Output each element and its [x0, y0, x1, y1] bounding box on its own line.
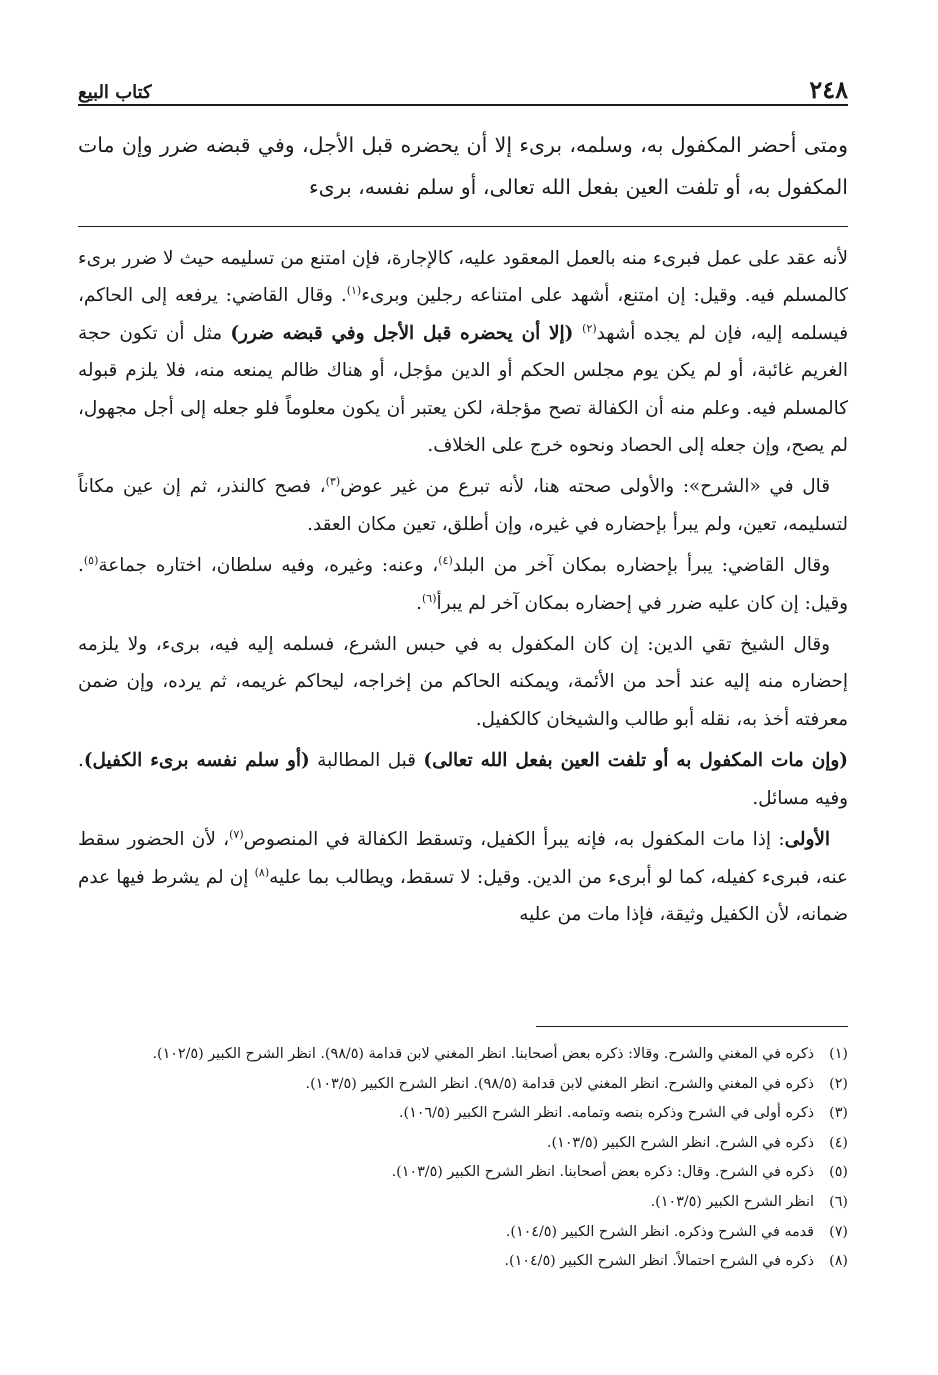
footnote-ref-2[interactable]: (٢): [582, 321, 597, 335]
matn-divider: [78, 226, 848, 227]
footnote-number: (٨): [829, 1253, 848, 1270]
text-run: . وفيه مسائل.: [78, 750, 848, 809]
text-run: ، وعنه: وغيره، وفيه سلطان، اختاره جماعة: [98, 555, 439, 577]
footnote-text: ذكره في المغني والشرح. وقالا: ذكره بعض أصحابنا. انظر المغني لابن قدامة (٩٨/٥). انظر الشرح الكبير (١٠٢/٥).: [152, 1046, 814, 1062]
footnote-item: [78, 1158, 848, 1188]
footnote-number: (٤): [829, 1134, 848, 1151]
text-run: ، لأن الحضور سقط عنه، فبرىء كفيله، كما لو أبرىء من الدين. وقيل: لا تسقط، ويطالب بما عليه: [78, 829, 848, 888]
commentary-paragraph-4: [78, 626, 848, 738]
footnote-item: [78, 1070, 848, 1100]
text-run: إن لم يشرط فيها عدم ضمانه، لأن الكفيل وثيقة، فإذا مات من عليه: [78, 866, 848, 925]
text-run: : إذا مات المكفول به، فإنه يبرأ الكفيل، وتسقط الكفالة في المنصوص: [243, 829, 785, 851]
commentary-paragraph-6: [78, 821, 848, 933]
footnote-text: ذكره في الشرح احتمالاً. انظر الشرح الكبير (١٠٤/٥).: [504, 1253, 814, 1270]
footnote-item: [78, 1247, 848, 1277]
footnote-ref-1[interactable]: (١): [346, 284, 362, 298]
footnote-text: ذكره في الشرح. انظر الشرح الكبير (١٠٣/٥).: [546, 1134, 814, 1151]
footnotes: [78, 1040, 848, 1277]
footnote-number: (٣): [829, 1105, 848, 1122]
footnote-divider: [536, 1026, 848, 1027]
text-run: لأنه عقد على عمل فبرىء منه بالعمل المعقود عليه، كالإجارة، فإن امتنع من تسليمه حيث لا ضرر برىء كالمسلم فيه. وقيل: إن امتنع، أشهد على امتناعه رجلين وبرىء: [78, 248, 849, 307]
footnote-ref-7[interactable]: (٧): [229, 827, 244, 841]
footnote-ref-8[interactable]: (٨): [254, 865, 270, 879]
footnote-number: (٦): [829, 1193, 848, 1210]
commentary-paragraph-2: [78, 468, 848, 543]
footnote-item: [78, 1099, 848, 1129]
footnote-item: [78, 1218, 848, 1248]
text-run: وقال الشيخ تقي الدين: إن كان المكفول به في حبس الشرع، فسلمه إليه فيه، برىء، ولا يلزمه إحضاره منه إليه عند أحد من الأئمة، ويمكنه الحاكم من إخراجه، ليحاكم غريمه، ثم يرده، وإن ضمن معرفته أخذ به، نقله أبو طالب والشيخان كالكفيل.: [78, 634, 848, 730]
text-run: .: [416, 592, 422, 614]
footnote-text: قدمه في الشرح وذكره. انظر الشرح الكبير (١٠٤/٥).: [505, 1223, 814, 1240]
issue-heading: الأولى: [784, 829, 830, 851]
matn-text: ومتى أحضر المكفول به، وسلمه، برىء إلا أن يحضره قبل الأجل، وفي قبضه ضرر وإن مات المكفول به، أو تلفت العين بفعل الله تعالى، أو سلم نفسه، برىء: [78, 133, 848, 199]
footnote-item: [78, 1188, 848, 1218]
footnote-ref-4[interactable]: (٤): [438, 554, 453, 568]
commentary-paragraph-5: [78, 742, 848, 817]
footnote-item: [78, 1129, 848, 1159]
footnote-text: ذكره في المغني والشرح. انظر المغني لابن قدامة (٩٨/٥). انظر الشرح الكبير (١٠٣/٥).: [305, 1075, 814, 1092]
text-run: ، فصح كالنذر، ثم إن عين مكاناً لتسليمه، تعين، ولم يبرأ بإحضاره في غيره، وإن أطلق، تعين مكان العقد.: [78, 476, 848, 535]
footnote-number: (٢): [829, 1075, 848, 1092]
quoted-matn: (وإن مات المكفول به أو تلفت العين بفعل الله تعالى): [423, 750, 848, 772]
footnote-text: ذكره في الشرح. وقال: ذكره بعض أصحابنا. انظر الشرح الكبير (١٠٣/٥).: [391, 1164, 814, 1181]
page-header: [78, 66, 848, 106]
text-run: قال في «الشرح»: والأولى صحته هنا، لأنه تبرع من غير عوض: [340, 476, 830, 498]
quoted-matn: (إلا أن يحضره قبل الأجل وفي قبضه ضرر): [230, 322, 583, 344]
footnote-ref-3[interactable]: (٣): [325, 475, 341, 489]
footnote-text: انظر الشرح الكبير (١٠٣/٥).: [650, 1193, 814, 1210]
footnote-item: [78, 1040, 848, 1070]
text-run: . وقال القاضي: يرفعه إلى الحاكم، فيسلمه إليه، فإن لم يجده أشهد: [78, 285, 848, 344]
footnote-number: (١): [829, 1046, 848, 1062]
text-run: وقال القاضي: يبرأ بإحضاره بمكان آخر من البلد: [452, 555, 830, 577]
quoted-matn: (أو سلم نفسه برىء الكفيل): [83, 750, 310, 772]
running-title: كتاب البيع: [78, 82, 152, 103]
footnote-number: (٧): [829, 1223, 848, 1240]
book-page: [78, 0, 848, 1375]
text-run: . وقيل: إن كان عليه ضرر في إحضاره بمكان آخر لم يبرأ: [78, 555, 848, 614]
commentary-paragraph-3: [78, 547, 848, 622]
text-run: قبل المطالبة: [309, 750, 424, 772]
commentary-paragraph-1: [78, 240, 848, 464]
footnote-ref-5[interactable]: (٥): [83, 554, 99, 568]
footnote-ref-6[interactable]: (٦): [422, 591, 437, 605]
text-run: مثل أن تكون حجة الغريم غائبة، أو لم يكن يوم مجلس الحكم أو الدين مؤجل، أو هناك ظالم يمنعه منه، فلا يلزم قبوله كالمسلم فيه. وعلم منه أن الكفالة تصح مؤجلة، لكن يعتبر أن يكون معلوماً فلو جعله إلى أجل مجهول، لم يصح، وإن جعله إلى الحصاد ونحوه خرج على الخلاف.: [78, 322, 848, 457]
footnote-text: ذكره أولى في الشرح وذكره بنصه وتمامه. انظر الشرح الكبير (١٠٦/٥).: [398, 1105, 814, 1122]
footnote-number: (٥): [829, 1164, 848, 1181]
commentary: [78, 240, 848, 933]
page-number: ٢٤٨: [809, 75, 848, 104]
